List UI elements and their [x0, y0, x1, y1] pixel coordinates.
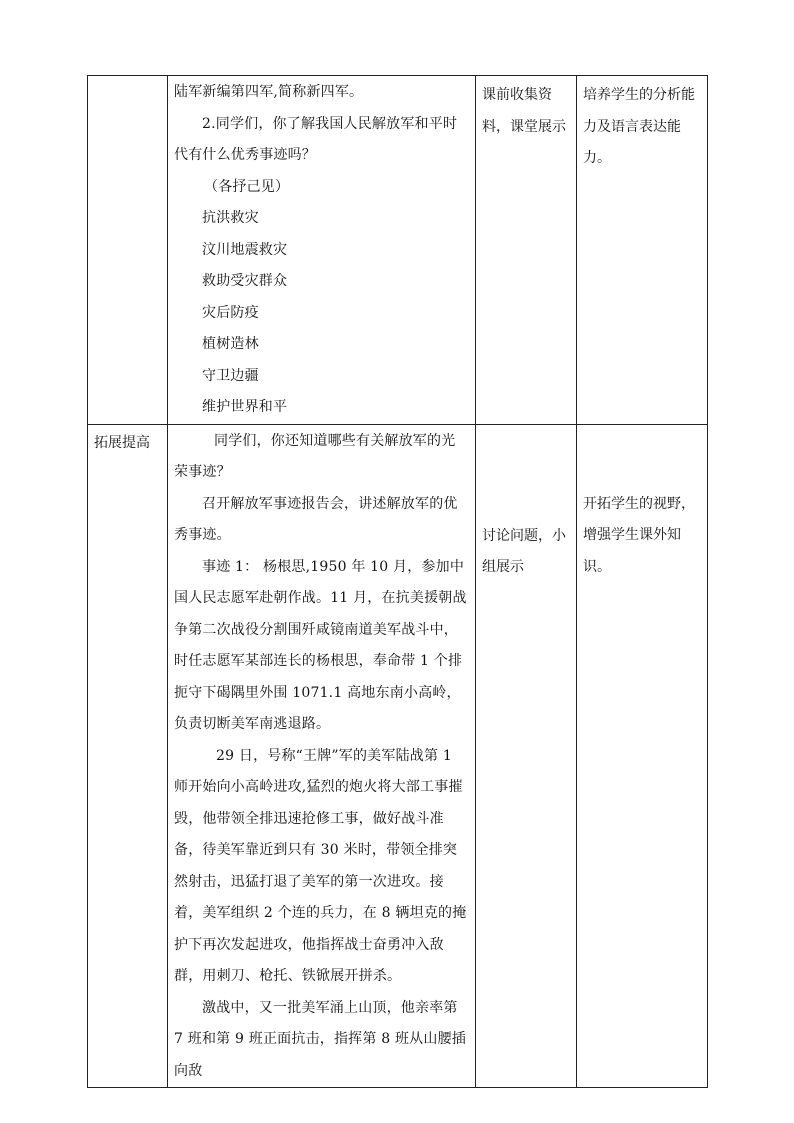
content-line: （各抒己见）: [204, 178, 290, 195]
goal-text: 培养学生的分析能力及语言表达能力。: [583, 87, 695, 166]
category-label: 拓展提高: [94, 434, 150, 451]
content-paragraph: 召开解放军事迹报告会，讲述解放军的优秀事迹。: [174, 495, 458, 543]
category-cell: [88, 76, 168, 425]
list-item: 汶川地震救灾: [202, 241, 288, 258]
method-cell: [476, 76, 577, 425]
list-item: 植树造林: [202, 336, 259, 352]
question-paragraph: 2.同学们，你了解我国人民解放军和平时代有什么优秀事迹吗？: [174, 115, 458, 163]
method-text: 课前收集资料，课堂展示: [482, 87, 566, 135]
category-cell: [88, 424, 168, 1088]
content-cell: [168, 76, 476, 425]
list-item: 救助受灾群众: [202, 273, 288, 289]
list-item: 维护世界和平: [202, 399, 288, 415]
content-line: 陆军新编第四军,简称新四军。: [174, 84, 364, 100]
lesson-plan-table: [87, 75, 708, 1088]
story-paragraph: 事迹 1： 杨根思,1950 年 10 月，参加中国人民志愿军赴朝作战。11 月，在抗美援朝战争第二次战役分割围歼咸镜南道美军战斗中，时任志愿军某部连长的杨根思，奉命带 1 个排扼守下碣隅里外围 1071.1 高地东南小高岭，负责切断美军南逃退路。: [174, 558, 467, 732]
story-paragraph: 激战中，又一批美军涌上山顶，他亲率第 7 班和第 9 班正面抗击，指挥第 8 班从山腰插向敌: [174, 999, 466, 1079]
goal-cell: [577, 76, 708, 425]
list-item: 抗洪救灾: [202, 210, 259, 226]
content-paragraph: 同学们，你还知道哪些有关解放军的光荣事迹？: [174, 432, 456, 480]
content-cell: [168, 424, 476, 1088]
goal-cell: [577, 424, 708, 1088]
table-row: [88, 424, 708, 1088]
goal-text: 开拓学生的视野，增强学生课外知识。: [583, 495, 695, 575]
list-item: 灾后防疫: [202, 304, 259, 321]
method-text: 讨论问题，小组展示: [482, 527, 566, 575]
category-label: [88, 76, 167, 84]
table-row: [88, 76, 708, 425]
story-paragraph: 29 日，号称“王牌”军的美军陆战第 1 师开始向小高岭进攻,猛烈的炮火将大部工事摧毁，他带领全排迅速抢修工事，做好战斗准备，待美军靠近到只有 30 米时，带领全排突然射击，迅猛打退了美军的第一次进攻。接着，美军组织 2 个连的兵力，在 8 辆坦克的掩护下再次发起进攻，他指挥战士奋勇冲入敌群，用刺刀、枪托、铁锨展开拼杀。: [174, 747, 467, 984]
list-item: 守卫边疆: [202, 367, 259, 384]
method-cell: [476, 424, 577, 1088]
